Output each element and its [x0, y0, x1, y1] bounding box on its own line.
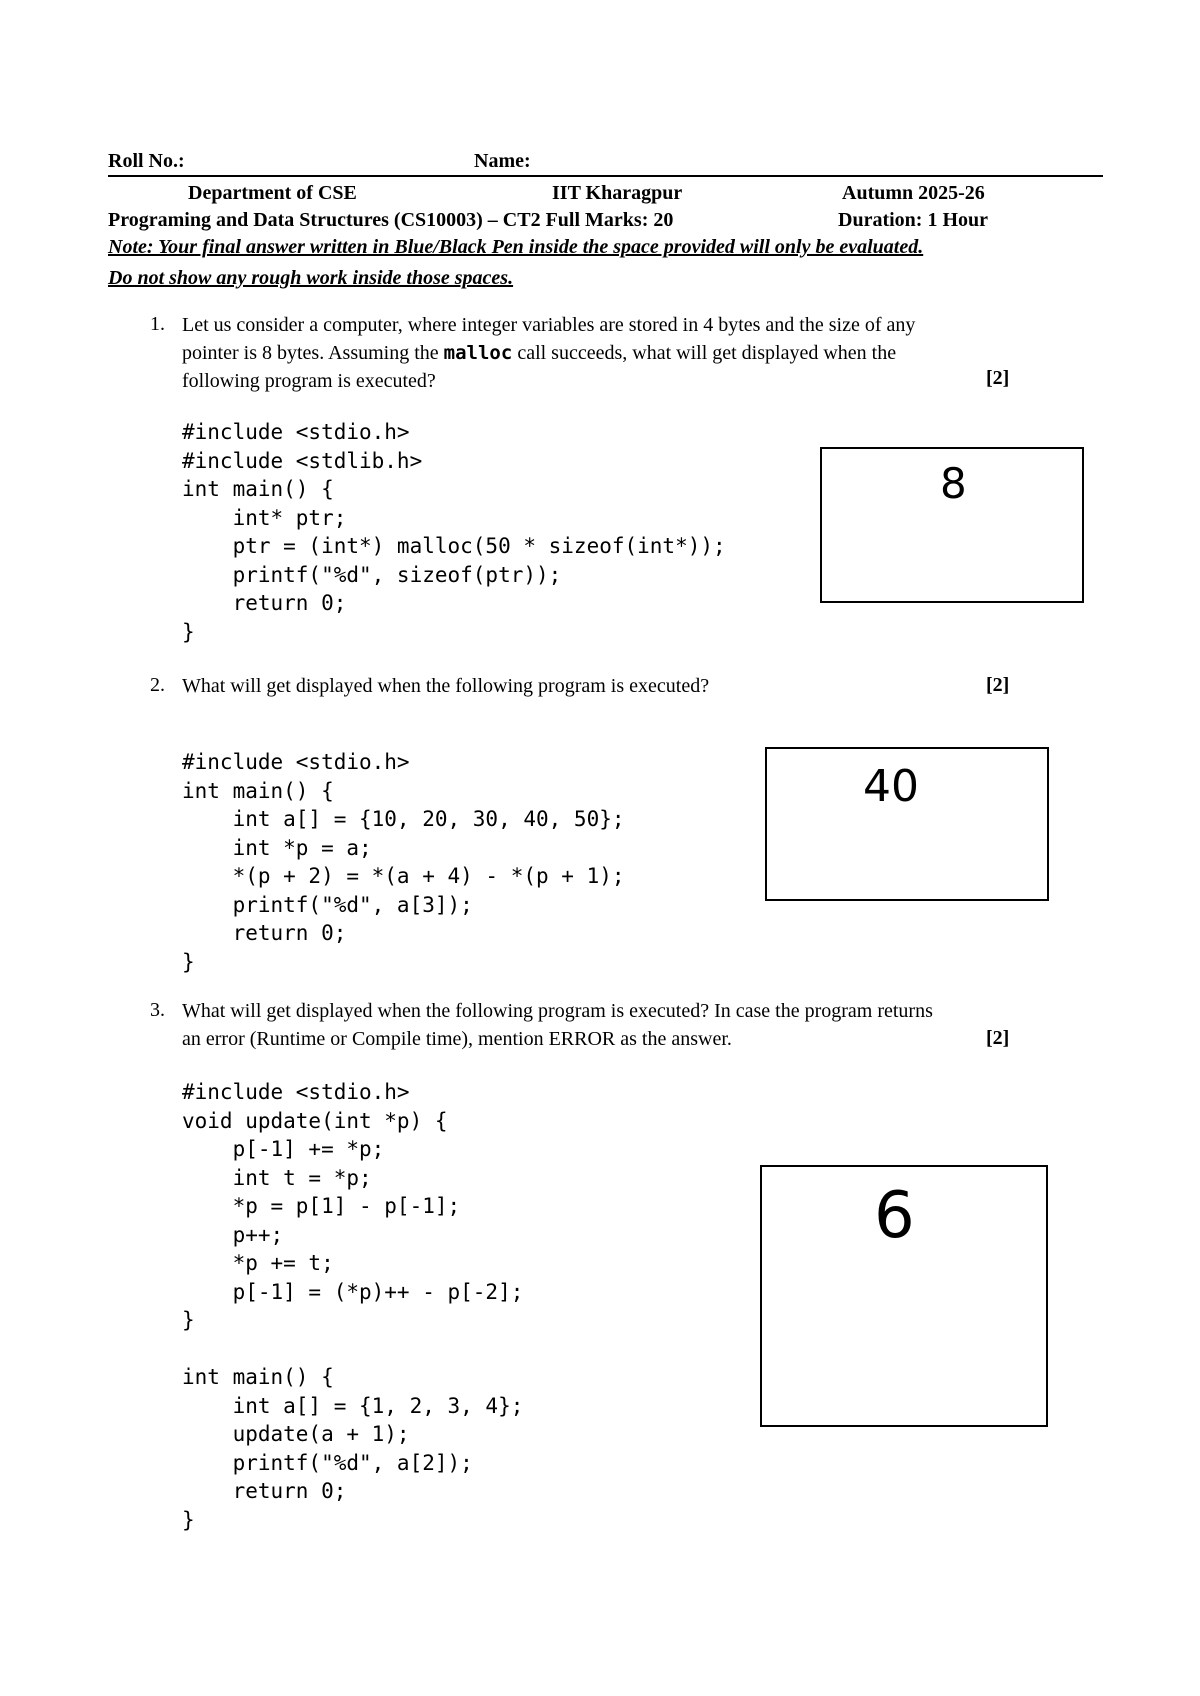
question-3-marks: [2] — [986, 1027, 1010, 1049]
question-2-answer: 40 — [863, 761, 919, 812]
question-3-text-line-2: an error (Runtime or Compile time), mention ERROR as the answer. — [182, 1028, 732, 1050]
question-3-text — [182, 997, 933, 1053]
name-label: Name: — [474, 150, 531, 172]
question-1-code: #include <stdio.h> #include <stdlib.h> int main() { int* ptr; ptr = (int*) malloc(50 * sizeof(int*)); printf("%d", sizeof(ptr)); return 0; } — [182, 420, 726, 644]
question-1-text-line-1: Let us consider a computer, where integer variables are stored in 4 bytes and the size of any — [182, 314, 916, 336]
institute-label: IIT Kharagpur — [552, 182, 683, 204]
question-2-answer-box — [765, 747, 1049, 901]
question-1-text-line-3: following program is executed? — [182, 370, 436, 392]
question-3-code: #include <stdio.h> void update(int *p) { p[-1] += *p; int t = *p; *p = p[1] - p[-1]; p++; *p += t; p[-1] = (*p)++ - p[-2]; } int main() { int a[] = {1, 2, 3, 4}; update(a + 1); printf("%d", a[2]); return 0; } — [182, 1080, 524, 1532]
department-label: Department of CSE — [188, 182, 357, 204]
question-1-text-line-2 — [182, 339, 915, 367]
question-1-text — [182, 311, 915, 395]
question-3-answer: 6 — [874, 1179, 915, 1253]
semester-label: Autumn 2025-26 — [842, 182, 985, 204]
question-2-code: #include <stdio.h> int main() { int a[] = {10, 20, 30, 40, 50}; int *p = a; *(p + 2) = *(a + 4) - *(p + 1); printf("%d", a[3]); return 0; } — [182, 750, 625, 974]
question-1-text-line-2-before: pointer is 8 bytes. Assuming the — [182, 342, 444, 364]
duration-label: Duration: 1 Hour — [838, 209, 988, 231]
question-3-number: 3. — [150, 999, 165, 1021]
header-rule — [108, 175, 1103, 177]
question-2-marks: [2] — [986, 674, 1010, 696]
question-1-answer: 8 — [940, 459, 967, 508]
question-1-number: 1. — [150, 313, 165, 335]
question-2-text: What will get displayed when the following program is executed? — [182, 675, 710, 697]
question-3-text-line-1: What will get displayed when the following program is executed? In case the program returns — [182, 1000, 933, 1022]
note-line-2: Do not show any rough work inside those spaces. — [108, 267, 514, 289]
question-1-marks: [2] — [986, 367, 1010, 389]
question-1-answer-box — [820, 447, 1084, 603]
question-2-number: 2. — [150, 674, 165, 696]
course-line: Programing and Data Structures (CS10003) – CT2 Full Marks: 20 — [108, 209, 674, 231]
question-3-answer-box — [760, 1165, 1048, 1427]
question-1-text-line-2-after: call succeeds, what will get displayed when the — [512, 342, 897, 364]
malloc-inline-code: malloc — [443, 342, 513, 364]
note-line-1: Note: Your final answer written in Blue/Black Pen inside the space provided will only be evaluated. — [108, 236, 924, 258]
roll-no-label: Roll No.: — [108, 150, 185, 172]
